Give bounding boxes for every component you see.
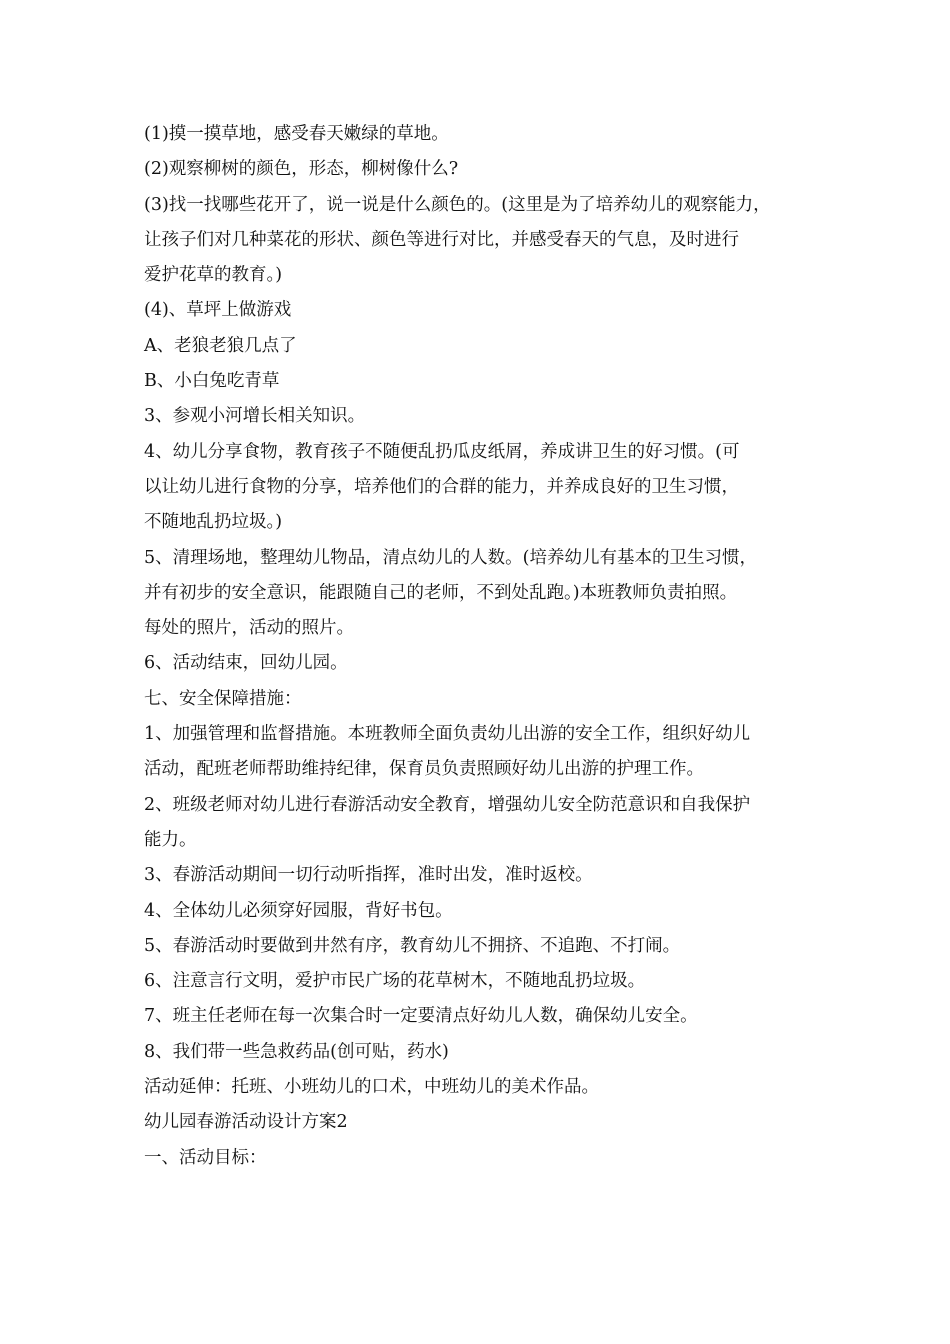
- text-line: 让孩子们对几种菜花的形状、颜色等进行对比，并感受春天的气息，及时进行: [144, 229, 739, 250]
- text-line: 爱护花草的教育。): [144, 265, 283, 286]
- text-line: 5、春游活动时要做到井然有序，教育幼儿不拥挤、不追跑、不打闹。: [144, 935, 681, 956]
- text-line: 每处的照片，活动的照片。: [144, 618, 354, 639]
- text-line: B、小白兔吃青草: [144, 371, 280, 392]
- text-line: 3、春游活动期间一切行动听指挥，准时出发，准时返校。: [144, 865, 593, 886]
- text-line: 7、班主任老师在每一次集合时一定要清点好幼儿人数，确保幼儿安全。: [144, 1006, 698, 1027]
- text-line: 6、注意言行文明，爱护市民广场的花草树木，不随地乱扔垃圾。: [144, 971, 646, 992]
- text-line: 以让幼儿进行食物的分享，培养他们的合群的能力，并养成良好的卫生习惯，: [144, 476, 739, 497]
- text-line: 不随地乱扔垃圾。): [144, 512, 283, 533]
- text-line: 5、清理场地，整理幼儿物品，清点幼儿的人数。(培养幼儿有基本的卫生习惯，: [144, 547, 757, 568]
- text-line: (2)观察柳树的颜色，形态，柳树像什么?: [144, 159, 459, 180]
- text-line: 并有初步的安全意识，能跟随自己的老师，不到处乱跑。)本班教师负责拍照。: [144, 582, 738, 603]
- text-line: A、老狼老狼几点了: [144, 335, 297, 356]
- text-line: 8、我们带一些急救药品(创可贴，药水): [144, 1041, 449, 1062]
- section-heading: 一、活动目标：: [144, 1147, 267, 1168]
- document-body: [144, 117, 824, 1176]
- text-line: 6、活动结束，回幼儿园。: [144, 653, 348, 674]
- text-line: (1)摸一摸草地，感受春天嫩绿的草地。: [144, 124, 449, 144]
- document-title: 幼儿园春游活动设计方案2: [144, 1112, 348, 1133]
- text-line: 4、幼儿分享食物，教育孩子不随便乱扔瓜皮纸屑，养成讲卫生的好习惯。(可: [144, 441, 740, 462]
- text-line: 1、加强管理和监督措施。本班教师全面负责幼儿出游的安全工作，组织好幼儿: [144, 724, 751, 745]
- text-line: 4、全体幼儿必须穿好园服，背好书包。: [144, 900, 453, 921]
- text-line: 3、参观小河增长相关知识。: [144, 406, 366, 427]
- text-line: 2、班级老师对幼儿进行春游活动安全教育，增强幼儿安全防范意识和自我保护: [144, 794, 751, 815]
- text-line: (3)找一找哪些花开了，说一说是什么颜色的。(这里是为了培养幼儿的观察能力，: [144, 194, 771, 215]
- text-line: (4)、草坪上做游戏: [144, 300, 292, 321]
- text-line: 活动延伸：托班、小班幼儿的口术，中班幼儿的美术作品。: [144, 1077, 599, 1098]
- text-line: 活动，配班老师帮助维持纪律，保育员负责照顾好幼儿出游的护理工作。: [144, 759, 704, 780]
- text-line: 能力。: [144, 829, 197, 850]
- section-heading: 七、安全保障措施：: [144, 688, 302, 709]
